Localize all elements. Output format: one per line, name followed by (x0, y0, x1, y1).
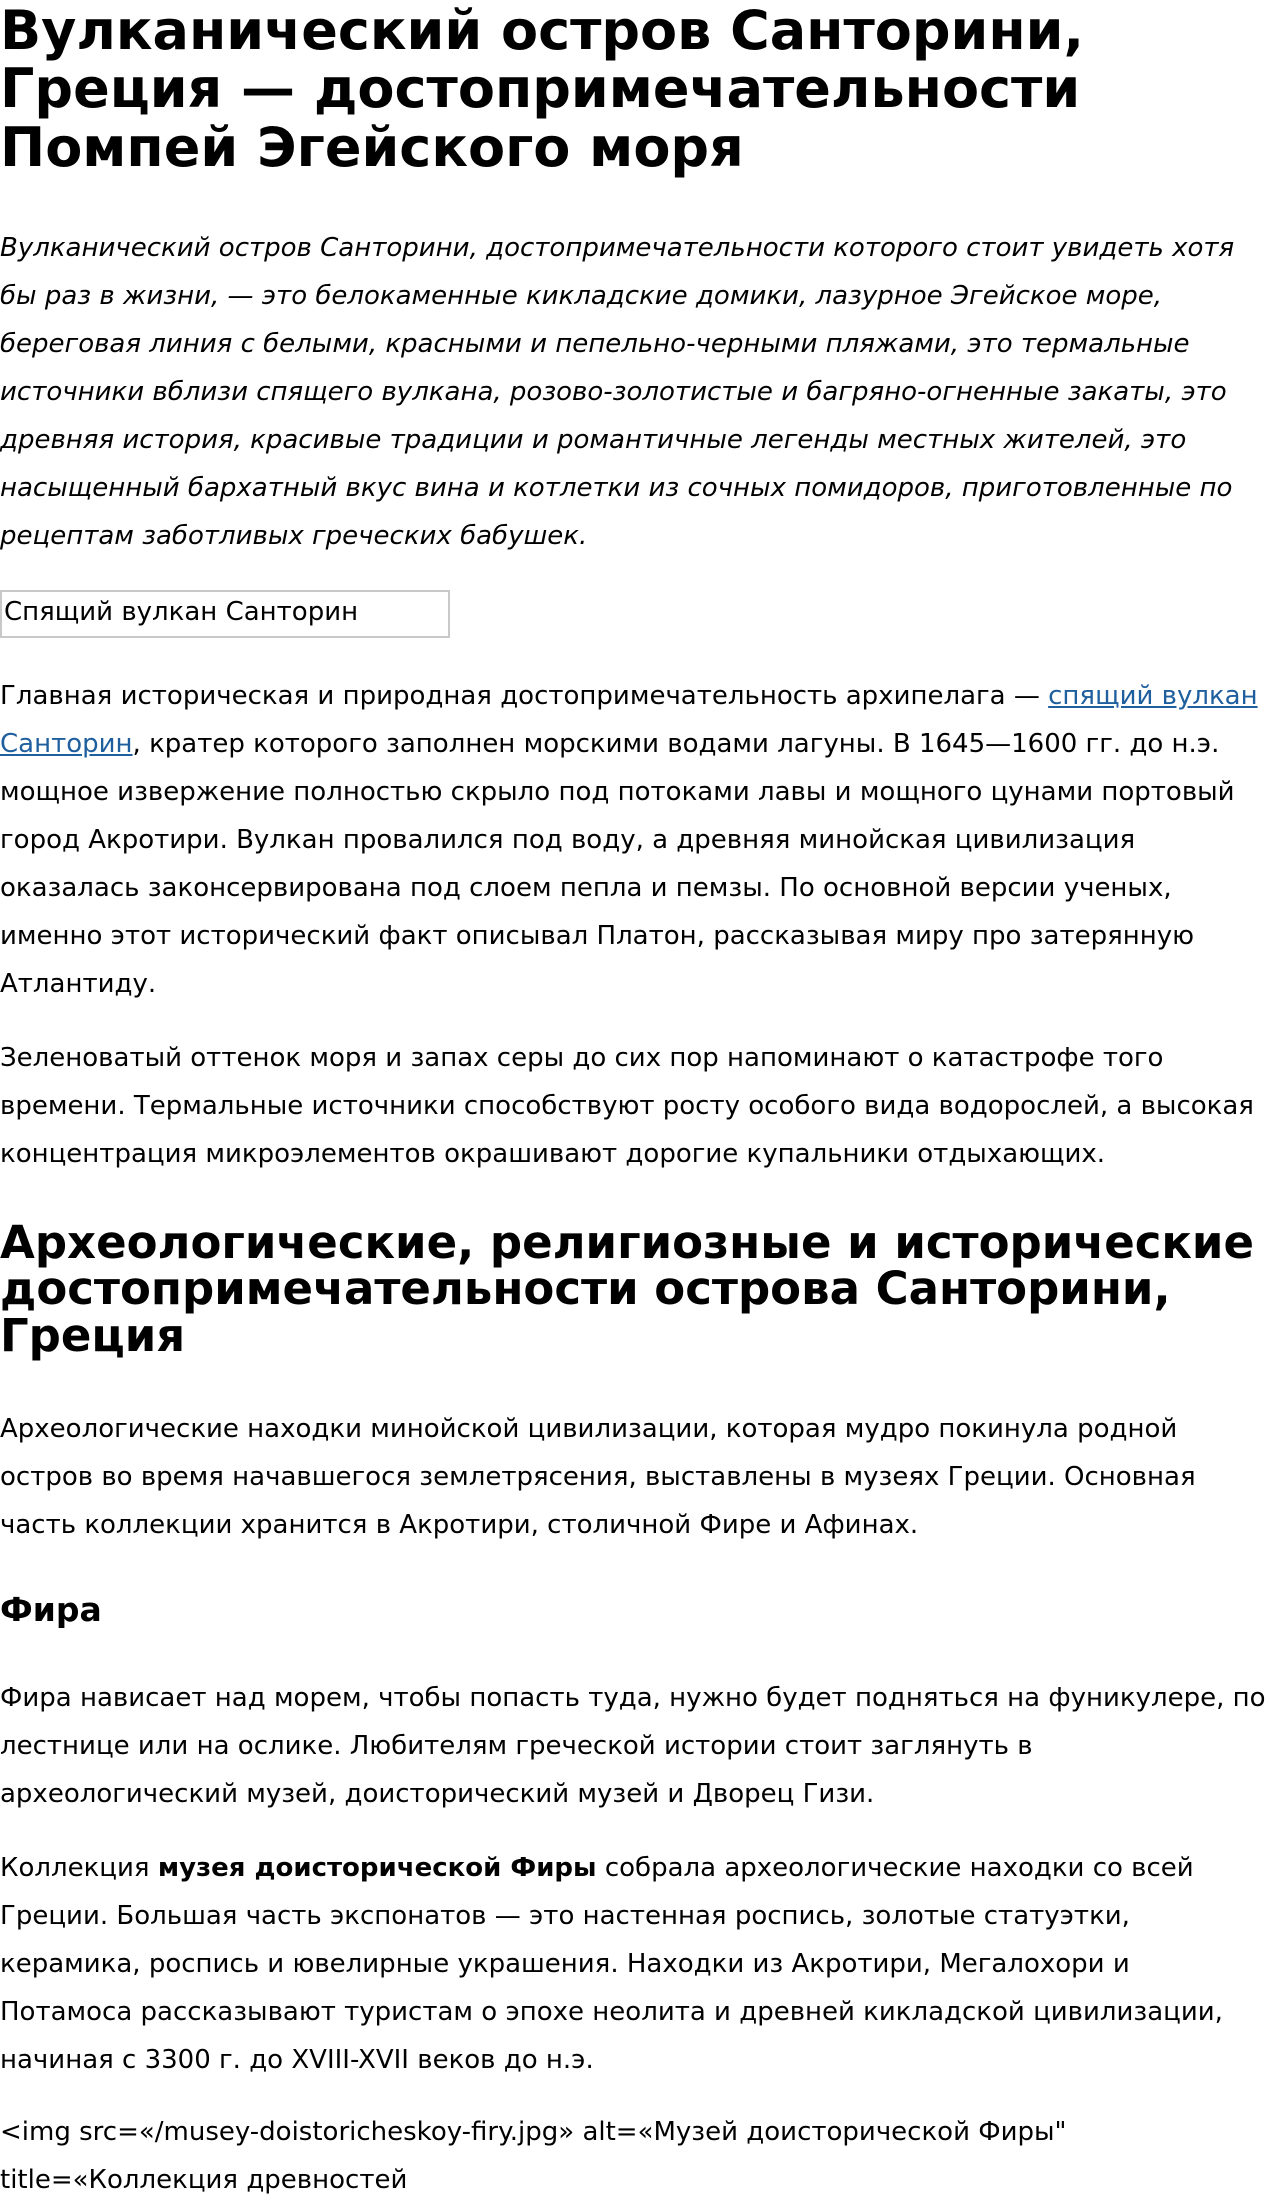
volcano-paragraph (0, 672, 1270, 1008)
page-title: Вулканический остров Санторини, Греция — достопримечательности Помпей Эгейского моря (0, 0, 1085, 179)
museum-name-bold: музея доисторической Фиры (157, 1852, 597, 1883)
lead-paragraph: Вулканический остров Санторини, достопримечательности которого стоит увидеть хотя бы раз в жизни, — это белокаменные кикладские домики, лазурное Эгейское море, береговая линия с белыми, красными и пепельно-черными пляжами, это термальные источники вблизи спящего вулкана, розово-золотистые и багряно-огненные закаты, это древняя история, красивые традиции и романтичные легенды местных жителей, это насыщенный бархатный вкус вина и котлетки из сочных помидоров, приготовленные по рецептам заботливых греческих бабушек. (0, 232, 1235, 551)
volcano-link[interactable]: спящий вулкан Санторин (0, 680, 1258, 759)
figure-caption: Спящий вулкан Санторин (0, 590, 450, 638)
collection-paragraph (0, 1844, 1270, 2084)
section-heading: Археологические, религиозные и исторические достопримечательности острова Санторини, Греция (0, 1215, 1254, 1362)
raw-image-markup-text: <img src=«/musey-doistoricheskoy-firy.jpg» alt=«Музей доисторической Фиры" title=«Коллекция древностей (0, 2116, 1067, 2195)
fira-paragraph: Фира нависает над морем, чтобы попасть туда, нужно будет подняться на фуникулере, по лестнице или на ослике. Любителям греческой истории стоит заглянуть в археологический музей, доисторический музей и Дворец Гизи. (0, 1682, 1266, 1809)
subsection-heading-fira: Фира (0, 1589, 102, 1629)
collection-rest: собрала археологические находки со всей Греции. Большая часть экспонатов — это настенная роспись, золотые статуэтки, керамика, роспись и ювелирные украшения. Находки из Акротири, Мегалохори и Потамоса рассказывают туристам о эпохе неолита и древней кикладской цивилизации, начиная с 3300 г. до XVIII-XVII веков до н.э. (0, 1852, 1223, 2075)
collection-intro: Коллекция (0, 1852, 158, 1883)
figure-placeholder (0, 590, 1270, 642)
volcano-paragraph-intro: Главная историческая и природная достопримечательность архипелага — (0, 680, 1049, 711)
section-paragraph: Археологические находки минойской цивилизации, которая мудро покинула родной остров во время начавшегося землетрясения, выставлены в музеях Греции. Основная часть коллекции хранится в Акротири, столичной Фире и Афинах. (0, 1413, 1196, 1540)
volcano-paragraph-rest: , кратер которого заполнен морскими водами лагуны. В 1645—1600 гг. до н.э. мощное извержение полностью скрыло под потоками лавы и мощного цунами портовый город Акротири. Вулкан провалился под воду, а древняя минойская цивилизация оказалась законсервирована под слоем пепла и пемзы. По основной версии ученых, именно этот исторический факт описывал Платон, рассказывая миру про затерянную Атлантиду. (0, 728, 1235, 999)
sea-paragraph: Зеленоватый оттенок моря и запах серы до сих пор напоминают о катастрофе того времени. Термальные источники способствуют росту особого вида водорослей, а высокая концентрация микроэлементов окрашивают дорогие купальники отдыхающих. (0, 1042, 1254, 1169)
